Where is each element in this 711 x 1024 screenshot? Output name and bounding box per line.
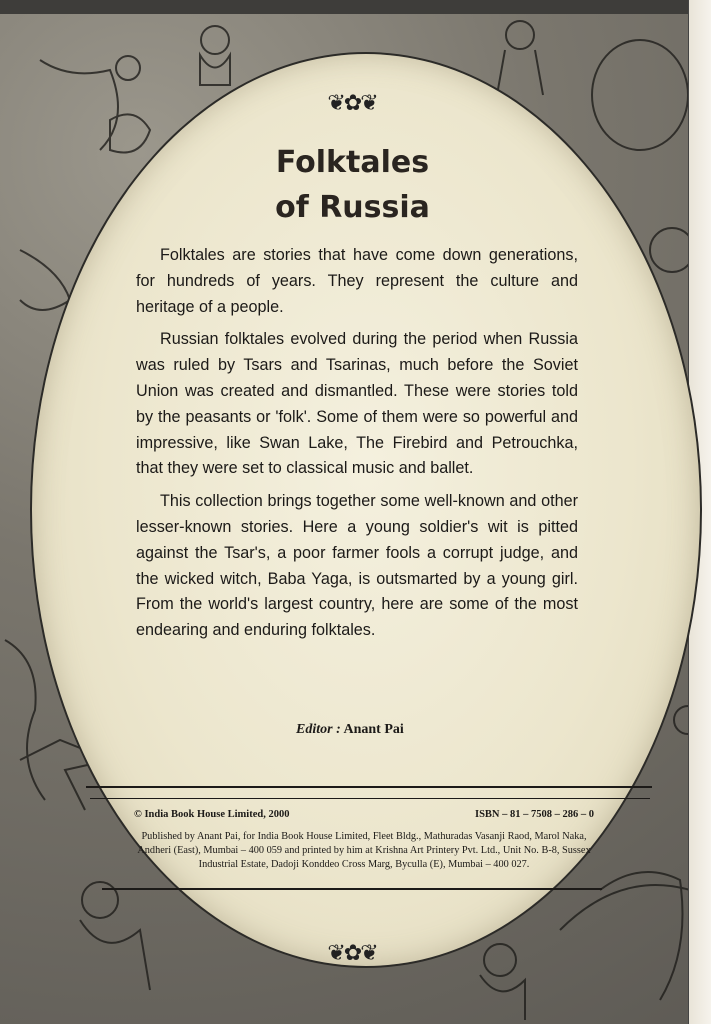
paragraph-3: This collection brings together some well-known and other lesser-known stories. Here a young soldier's wit is pitted against the Tsar's, a poor farmer fools a corrupt judge, and the wicked witch, Baba Yaga, is outsmarted by a young girl. From the world's largest country, here are some of the most endearing and enduring folktales. (136, 492, 578, 640)
figure-outline-icon (40, 60, 118, 150)
imprint-rule-bottom (102, 888, 602, 890)
character-face-icon (592, 40, 688, 150)
character-body-icon (200, 55, 230, 85)
paragraph-2: Russian folktales evolved during the period when Russia was ruled by Tsars and Tsarinas, much before the Soviet Union was created and dismantled. These were stories told by the peasants or 'folk'. Some of them were so powerful and impressive, like Swan Lake, The Firebird and Petrouchka, that they were set to classical music and ballet. (136, 330, 578, 478)
eye-icon (116, 56, 140, 80)
copyright-notice: © India Book House Limited, 2000 (134, 809, 290, 820)
banner-icon (560, 885, 690, 930)
editor-credit (296, 722, 536, 738)
character-body-icon (497, 50, 543, 95)
imprint-rule-top-inner (90, 798, 650, 799)
ornament-top-icon: ❦✿❦ (327, 90, 377, 115)
book-title-line2: of Russia (275, 190, 430, 225)
character-body-icon (80, 920, 150, 990)
editor-label: Editor : (296, 722, 341, 737)
character-body-icon (480, 975, 525, 1020)
bird-icon (20, 250, 70, 310)
publisher-details: Published by Anant Pai, for India Book House Limited, Fleet Bldg., Mathuradas Vasanji Raod, Marol Naka, Andheri (East), Mumbai – 400 059 and printed by him at Krishna Art Printery Pvt. Ltd., Unit No. B-8, Sussex Industrial Estate, Dadoji Konddeo Cross Marg, Byculla (E), Mumbai – 400 027. (137, 831, 591, 870)
horse-icon (600, 872, 683, 1000)
isbn-number: ISBN – 81 – 7508 – 286 – 0 (474, 809, 594, 820)
ornament-bottom-icon: ❦✿❦ (327, 940, 377, 965)
editor-name: Anant Pai (343, 722, 404, 737)
dragon-icon (5, 640, 45, 800)
character-head-icon (201, 26, 229, 54)
imprint-rule-top (86, 786, 652, 788)
character-head-icon (484, 944, 516, 976)
imprint-block (134, 808, 594, 872)
book-title-line1: Folktales (275, 145, 430, 180)
character-head-icon (506, 21, 534, 49)
paragraph-1: Folktales are stories that have come down generations, for hundreds of years. They represent the culture and heritage of a people. (136, 246, 578, 316)
description-text (136, 243, 578, 651)
